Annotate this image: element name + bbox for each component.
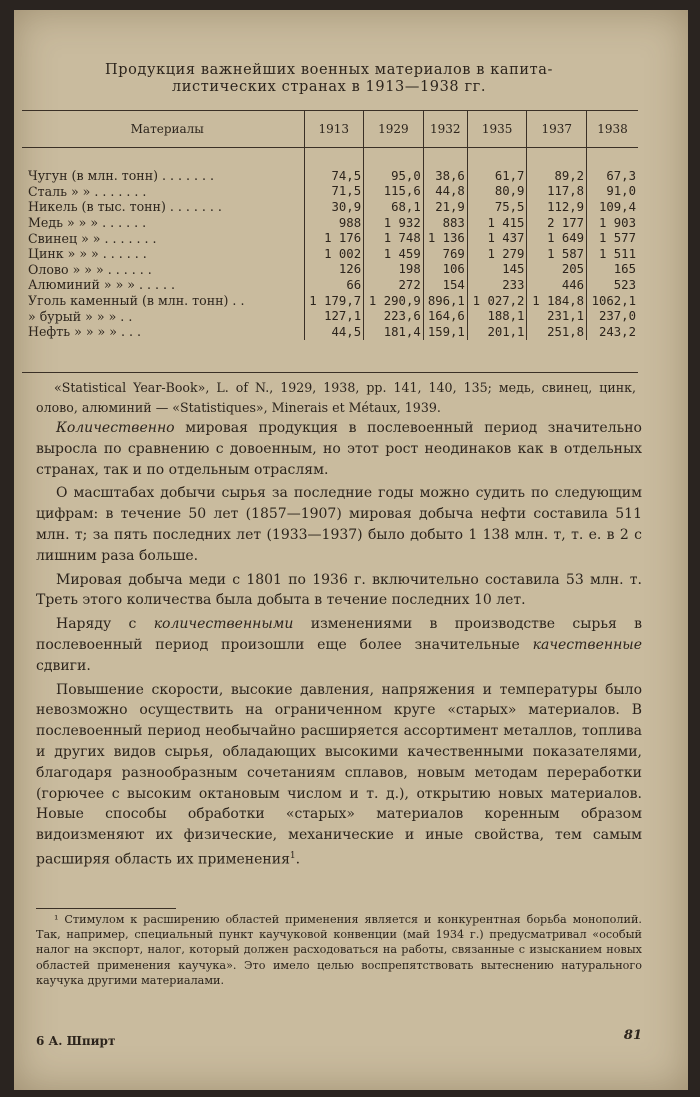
- table-row: [22, 277, 638, 293]
- value-cell: 1 176: [304, 230, 364, 246]
- value-cell: 1 279: [467, 246, 527, 262]
- header-year: 1938: [587, 110, 638, 148]
- footnote-text: ¹ Стимулом к расширению областей применения является и конкурентная борьба монополий. Так, например, специальный пункт каучуковой конвенции (май 1934 г.) предусматривал «особый налог на экспорт, налог, который должен расходоваться на работы, связанные с изысканием новых областей применения каучука». Это имело целью воспрепятствовать вытеснению натурального каучука другими материалами.: [36, 913, 642, 987]
- value-cell: 1 587: [527, 246, 587, 262]
- header-year: 1932: [423, 110, 467, 148]
- value-cell: 251,8: [527, 324, 587, 340]
- value-cell: 769: [423, 246, 467, 262]
- table-title-line1: Продукция важнейших военных материалов в капита-: [104, 62, 554, 78]
- paragraph-text: изменениями в производстве сырья в послевоенный период произошли еще более значительные: [36, 616, 642, 653]
- material-name-cell: » бурый » » » . .: [28, 308, 133, 324]
- book-page: [14, 10, 688, 1090]
- value-cell: 80,9: [467, 184, 527, 200]
- value-cell: 67,3: [587, 168, 638, 184]
- page-number: 81: [623, 1028, 642, 1043]
- value-cell: 1 290,9: [364, 293, 424, 309]
- value-cell: 2 177: [527, 215, 587, 231]
- value-cell: 154: [423, 277, 467, 293]
- table-body: [22, 148, 638, 340]
- table-header-row: [22, 110, 638, 148]
- paragraph-1: [36, 418, 642, 480]
- paragraph-4: [36, 614, 642, 676]
- value-cell: 446: [527, 277, 587, 293]
- value-cell: 223,6: [364, 308, 424, 324]
- value-cell: 523: [587, 277, 638, 293]
- table-title-line2: листических странах в 1913—1938 гг.: [171, 79, 487, 95]
- table-row: [22, 184, 638, 200]
- value-cell: 1 459: [364, 246, 424, 262]
- table-row: [22, 168, 638, 184]
- italic-term: количественными: [153, 616, 294, 633]
- value-cell: 117,8: [527, 184, 587, 200]
- value-cell: 68,1: [364, 199, 424, 215]
- value-cell: 21,9: [423, 199, 467, 215]
- table-spacer-row: [22, 148, 638, 168]
- table-bottom-rule: [22, 372, 638, 373]
- value-cell: 74,5: [304, 168, 364, 184]
- production-table: [22, 110, 638, 340]
- material-name-cell: Чугун (в млн. тонн) . . . . . . .: [28, 168, 215, 184]
- value-cell: 61,7: [467, 168, 527, 184]
- value-cell: 44,5: [304, 324, 364, 340]
- value-cell: 1 649: [527, 230, 587, 246]
- value-cell: 1062,1: [587, 293, 638, 309]
- value-cell: 201,1: [467, 324, 527, 340]
- material-name-cell: Олово » » » . . . . . .: [28, 261, 152, 277]
- italic-term: качественные: [532, 636, 642, 653]
- value-cell: 30,9: [304, 199, 364, 215]
- table-row: [22, 293, 638, 309]
- value-cell: 71,5: [304, 184, 364, 200]
- value-cell: 164,6: [423, 308, 467, 324]
- material-name-cell: Сталь » » . . . . . . .: [28, 183, 147, 199]
- value-cell: 95,0: [364, 168, 424, 184]
- material-name-cell: Нефть » » » » . . .: [28, 324, 141, 340]
- footnote-divider: [36, 908, 176, 909]
- value-cell: 1 179,7: [304, 293, 364, 309]
- value-cell: 1 184,8: [527, 293, 587, 309]
- value-cell: 44,8: [423, 184, 467, 200]
- value-cell: 106: [423, 262, 467, 278]
- table-title: [24, 62, 634, 96]
- value-cell: 1 511: [587, 246, 638, 262]
- value-cell: 66: [304, 277, 364, 293]
- value-cell: 1 748: [364, 230, 424, 246]
- italic-term: Количественно: [56, 420, 175, 436]
- table-row: [22, 262, 638, 278]
- value-cell: 188,1: [467, 308, 527, 324]
- value-cell: 883: [423, 215, 467, 231]
- table-row: [22, 199, 638, 215]
- table-row: [22, 324, 638, 340]
- paragraph-text: сдвиги.: [36, 657, 91, 674]
- paragraph-text: .: [295, 851, 301, 868]
- footnote-marker: 1: [289, 850, 296, 861]
- body-text: [36, 418, 642, 873]
- header-materials: Материалы: [130, 122, 204, 136]
- header-year: 1929: [364, 110, 424, 148]
- table-row: [22, 215, 638, 231]
- paragraph-2: О масштабах добычи сырья за последние годы можно судить по следующим цифрам: в течение 50 лет (1857—1907) мировая добыча нефти составила 511 млн. т; за пять последних лет (1933—1937) было добыто 1 138 млн. т, т. е. в 2 с лишним раза больше.: [36, 485, 642, 564]
- value-cell: 165: [587, 262, 638, 278]
- material-name-cell: Алюминий » » » . . . . .: [28, 277, 176, 293]
- value-cell: 1 027,2: [467, 293, 527, 309]
- footnote: [36, 912, 642, 988]
- material-name-cell: Уголь каменный (в млн. тонн) . .: [28, 293, 245, 309]
- value-cell: 126: [304, 262, 364, 278]
- value-cell: 231,1: [527, 308, 587, 324]
- material-name-cell: Медь » » » . . . . . .: [28, 215, 147, 231]
- value-cell: 988: [304, 215, 364, 231]
- value-cell: 109,4: [587, 199, 638, 215]
- value-cell: 145: [467, 262, 527, 278]
- value-cell: 1 932: [364, 215, 424, 231]
- table-row: [22, 308, 638, 324]
- value-cell: 127,1: [304, 308, 364, 324]
- value-cell: 1 577: [587, 230, 638, 246]
- value-cell: 198: [364, 262, 424, 278]
- value-cell: 1 136: [423, 230, 467, 246]
- value-cell: 89,2: [527, 168, 587, 184]
- header-year: 1913: [304, 110, 364, 148]
- source-note: «Statistical Year-Book», L. of N., 1929, 1938, pp. 141, 140, 135; медь, свинец, цинк, олово, алюминий — «Statistiques», Minerais et Métaux, 1939.: [36, 380, 636, 415]
- paragraph-text: мировая продукция в послевоенный период значительно выросла по сравнению с довоенным, но этот рост неодинаков как в отдельных странах, так и по отдельным отраслям.: [36, 420, 642, 478]
- material-name-cell: Цинк » » » . . . . . .: [28, 246, 147, 262]
- header-year: 1935: [467, 110, 527, 148]
- value-cell: 115,6: [364, 184, 424, 200]
- table-row: [22, 246, 638, 262]
- header-year: 1937: [527, 110, 587, 148]
- material-name-cell: Свинец » » . . . . . . .: [28, 230, 157, 246]
- paragraph-5: [36, 680, 642, 871]
- value-cell: 112,9: [527, 199, 587, 215]
- value-cell: 1 002: [304, 246, 364, 262]
- value-cell: 272: [364, 277, 424, 293]
- value-cell: 1 903: [587, 215, 638, 231]
- signature-mark: 6 А. Шпирт: [36, 1034, 116, 1048]
- value-cell: 91,0: [587, 184, 638, 200]
- value-cell: 75,5: [467, 199, 527, 215]
- material-name-cell: Никель (в тыс. тонн) . . . . . . .: [28, 199, 222, 215]
- value-cell: 205: [527, 262, 587, 278]
- value-cell: 38,6: [423, 168, 467, 184]
- value-cell: 1 415: [467, 215, 527, 231]
- value-cell: 243,2: [587, 324, 638, 340]
- value-cell: 896,1: [423, 293, 467, 309]
- value-cell: 159,1: [423, 324, 467, 340]
- value-cell: 181,4: [364, 324, 424, 340]
- value-cell: 233: [467, 277, 527, 293]
- paragraph-3: Мировая добыча меди с 1801 по 1936 г. включительно составила 53 млн. т. Треть этого количества была добыта в течение последних 10 лет.: [36, 571, 642, 609]
- paragraph-text: Наряду с: [56, 616, 154, 633]
- paragraph-text: Повышение скорости, высокие давления, напряжения и температуры было невозможно осуществить на ограниченном круге «старых» материалов. В послевоенный период необычайно расширяется ассортимент металлов, топлива и других видов сырья, обладающих высокими качественными показателями, благодаря разнообразным сочетаниям сплавов, новым методам переработки (горючее с высоким октановым числом и т. д.), открытию новых материалов. Новые способы обработки «старых» материалов коренным образом видоизменяют их физические, механические и иные свойства, тем самым расширяя область их применения: [36, 681, 642, 868]
- value-cell: 237,0: [587, 308, 638, 324]
- value-cell: 1 437: [467, 230, 527, 246]
- table-row: [22, 230, 638, 246]
